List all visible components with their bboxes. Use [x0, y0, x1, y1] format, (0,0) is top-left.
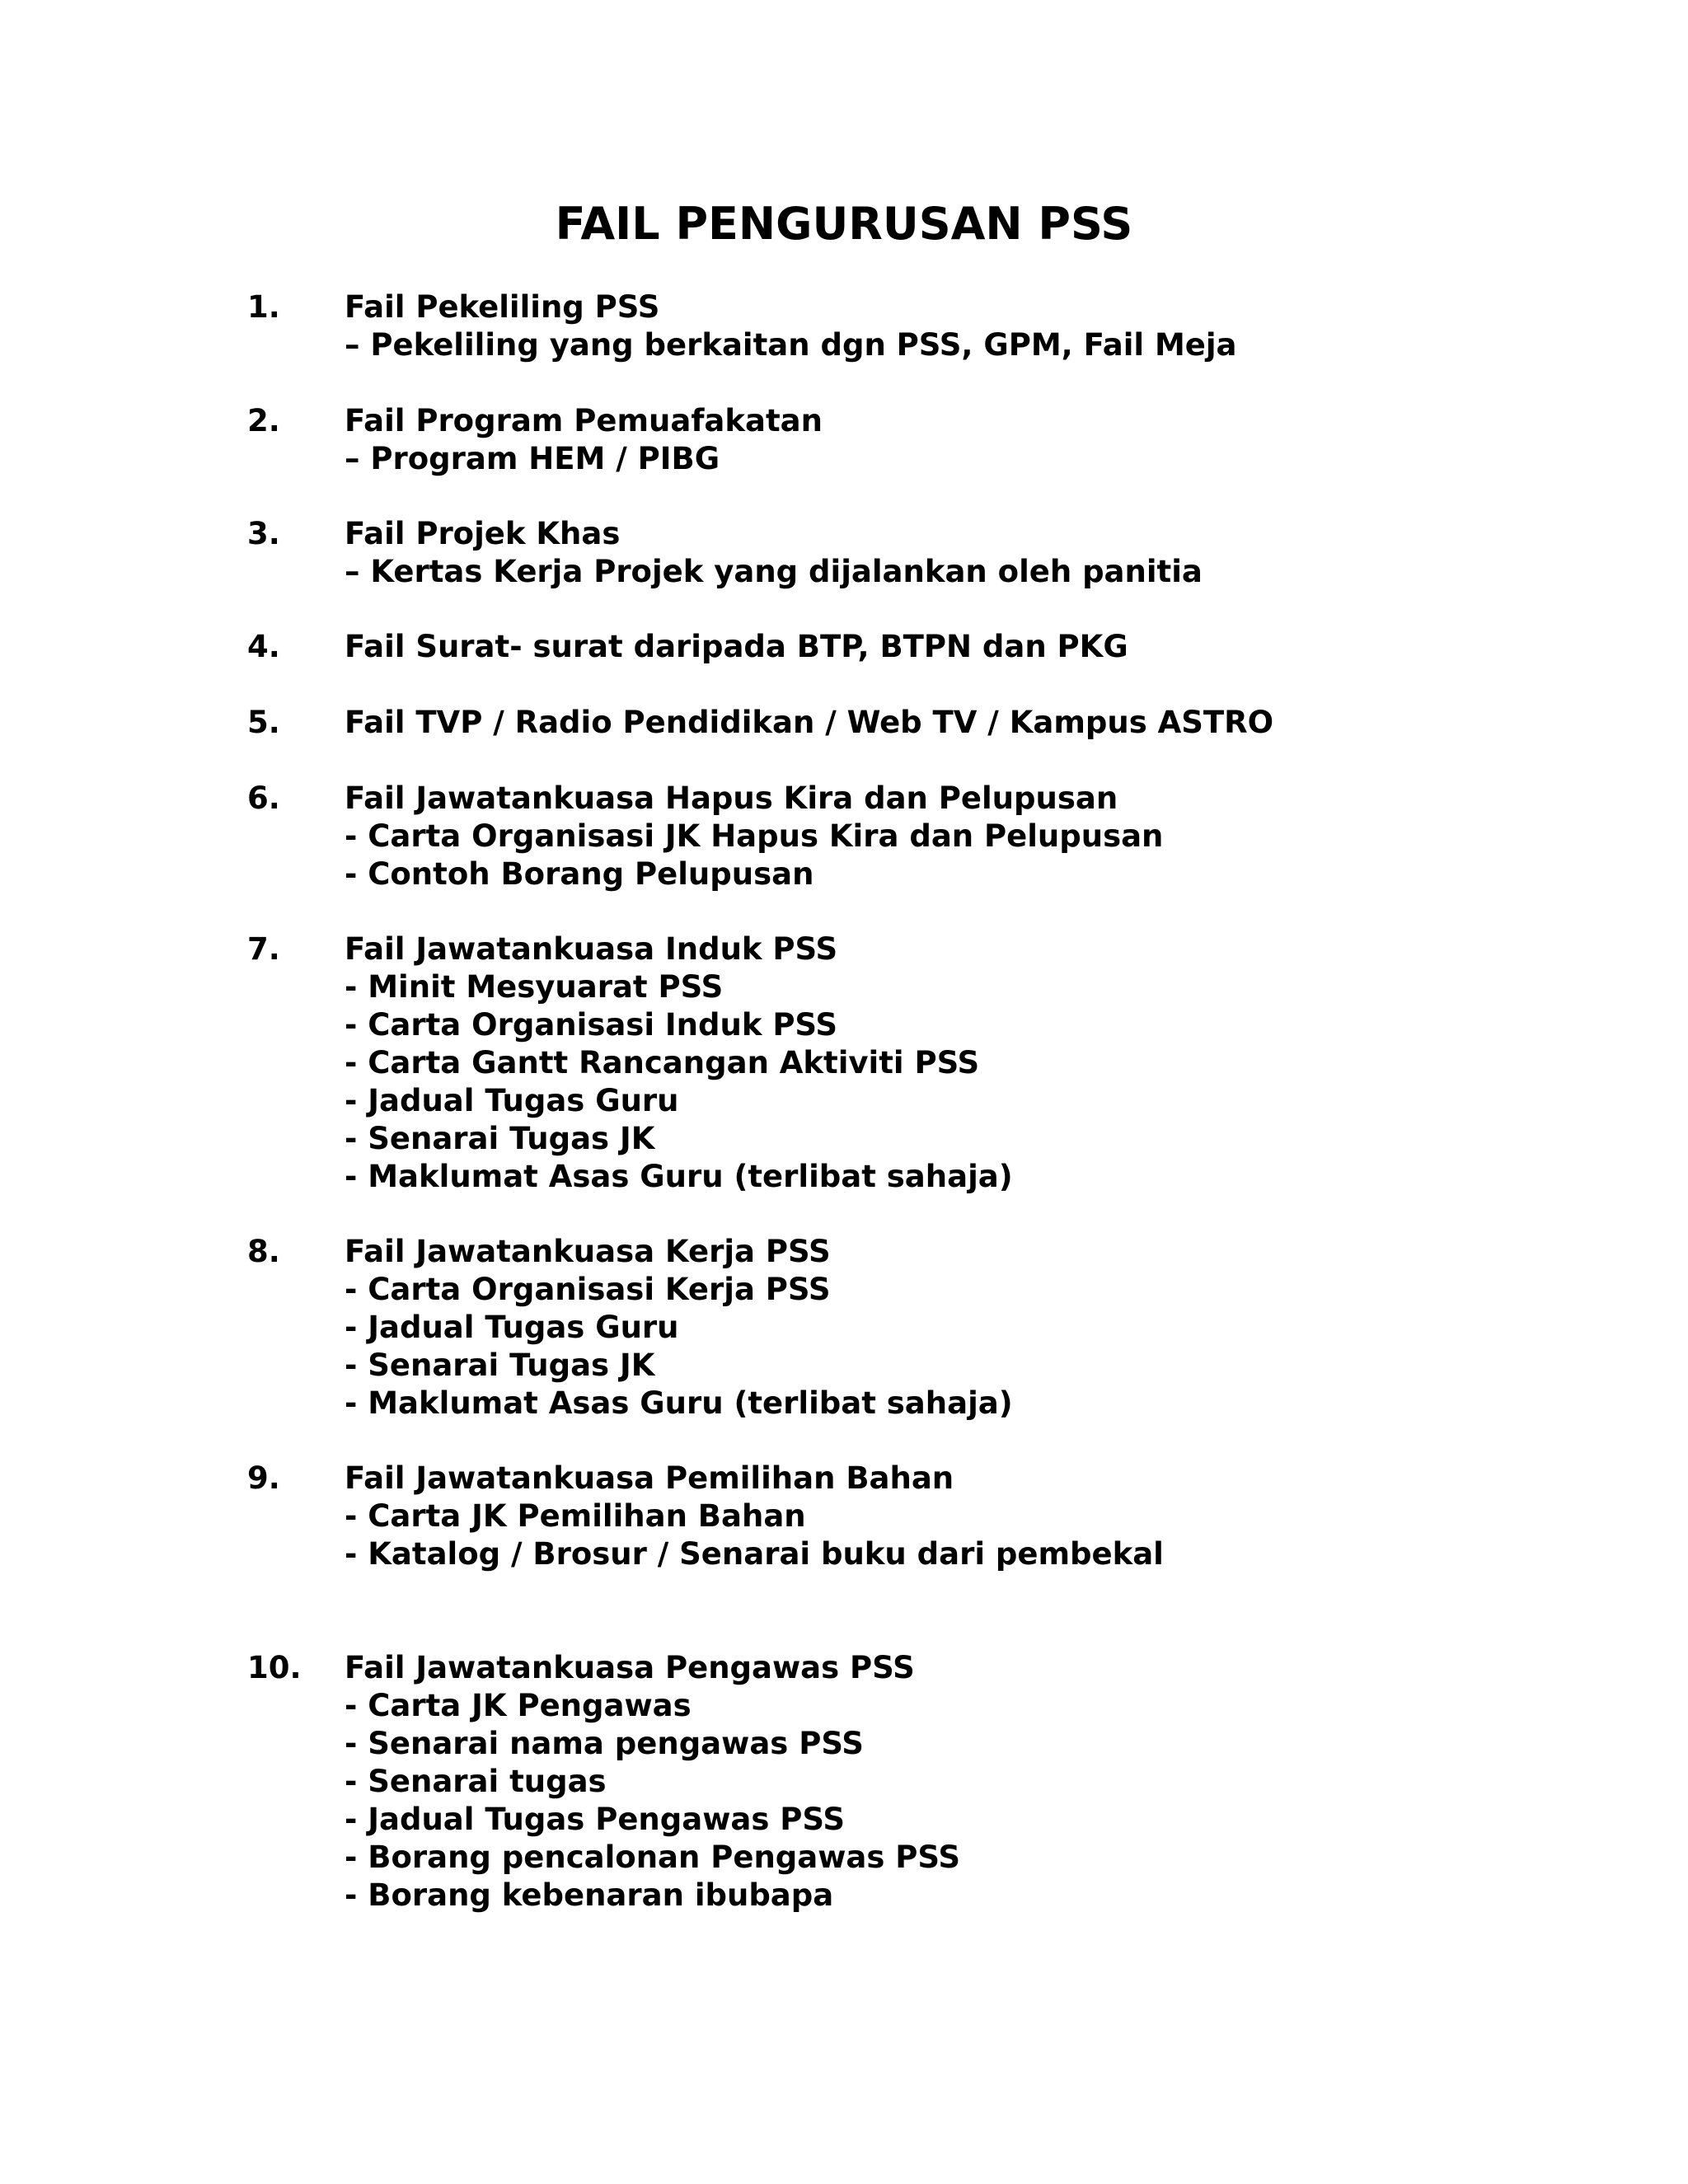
- item-number: 8.: [247, 1234, 280, 1269]
- subitem-list: [345, 326, 1237, 364]
- item-heading: Fail Jawatankuasa Induk PSS: [345, 931, 838, 967]
- item-heading: Fail Jawatankuasa Pemilihan Bahan: [345, 1460, 954, 1496]
- subitem: - Borang pencalonan Pengawas PSS: [345, 1840, 961, 1875]
- subitem: – Program HEM / PIBG: [345, 441, 720, 476]
- item-heading: Fail Surat- surat daripada BTP, BTPN dan PKG: [345, 629, 1128, 664]
- item-number: 5.: [247, 705, 280, 740]
- subitem: - Jadual Tugas Guru: [345, 1083, 679, 1118]
- subitem: - Jadual Tugas Guru: [345, 1310, 679, 1345]
- subitem: - Contoh Borang Pelupusan: [345, 856, 814, 892]
- item-heading: Fail Jawatankuasa Hapus Kira dan Pelupusan: [345, 780, 1118, 816]
- item-heading: Fail Jawatankuasa Kerja PSS: [345, 1234, 831, 1269]
- subitem: - Carta JK Pemilihan Bahan: [345, 1498, 806, 1534]
- subitem-list: [345, 1497, 1164, 1573]
- item-number: 2.: [247, 403, 280, 438]
- item-number: 10.: [247, 1650, 302, 1685]
- subitem-list: [345, 440, 720, 478]
- item-number: 9.: [247, 1460, 280, 1496]
- item-number: 4.: [247, 629, 280, 664]
- subitem: - Carta Organisasi JK Hapus Kira dan Pelupusan: [345, 818, 1164, 854]
- subitem: – Kertas Kerja Projek yang dijalankan oleh panitia: [345, 554, 1203, 589]
- subitem: – Pekeliling yang berkaitan dgn PSS, GPM, Fail Meja: [345, 327, 1237, 363]
- subitem-list: [345, 553, 1203, 591]
- subitem-list: [345, 968, 1013, 1196]
- item-number: 6.: [247, 780, 280, 816]
- subitem: - Katalog / Brosur / Senarai buku dari pembekal: [345, 1536, 1164, 1572]
- subitem: - Jadual Tugas Pengawas PSS: [345, 1802, 846, 1837]
- subitem-list: [345, 1271, 1013, 1422]
- subitem: - Maklumat Asas Guru (terlibat sahaja): [345, 1385, 1013, 1421]
- subitem: - Minit Mesyuarat PSS: [345, 969, 724, 1005]
- item-heading: Fail Pekeliling PSS: [345, 289, 660, 325]
- item-number: 3.: [247, 516, 280, 551]
- subitem: - Carta Gantt Rancangan Aktiviti PSS: [345, 1045, 980, 1080]
- subitem: - Carta Organisasi Kerja PSS: [345, 1272, 831, 1307]
- subitem: - Senarai Tugas JK: [345, 1347, 655, 1383]
- subitem: - Carta Organisasi Induk PSS: [345, 1007, 838, 1043]
- item-heading: Fail TVP / Radio Pendidikan / Web TV / Kampus ASTRO: [345, 705, 1274, 740]
- item-heading: Fail Program Pemuafakatan: [345, 403, 823, 438]
- subitem: - Senarai nama pengawas PSS: [345, 1726, 864, 1761]
- item-heading: Fail Jawatankuasa Pengawas PSS: [345, 1650, 915, 1685]
- subitem: - Maklumat Asas Guru (terlibat sahaja): [345, 1159, 1013, 1194]
- item-number: 1.: [247, 289, 280, 325]
- subitem-list: [345, 818, 1163, 893]
- page-title: FAIL PENGURUSAN PSS: [555, 198, 1133, 250]
- subitem: - Carta JK Pengawas: [345, 1688, 692, 1723]
- subitem: - Senarai tugas: [345, 1764, 607, 1799]
- subitem: - Borang kebenaran ibubapa: [345, 1877, 834, 1913]
- subitem-list: [345, 1687, 960, 1915]
- subitem: - Senarai Tugas JK: [345, 1121, 655, 1156]
- item-number: 7.: [247, 931, 280, 967]
- item-heading: Fail Projek Khas: [345, 516, 621, 551]
